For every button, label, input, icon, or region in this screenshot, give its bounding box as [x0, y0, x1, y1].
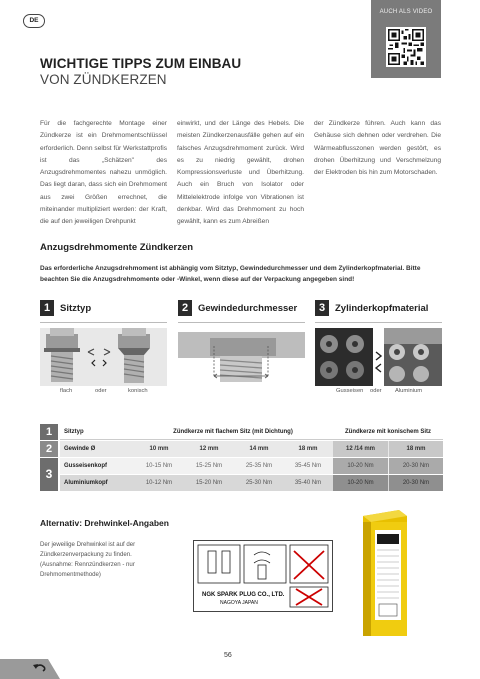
video-caption: AUCH ALS VIDEO: [379, 9, 433, 15]
intro-column-3: der Zündkerze führen. Auch kann das Gehäuse sich dehnen oder verdrehen. Die Wärmeabflusszonen werden gestört, es drohen Überhitzung und Verschmelzung der Elektroden bis hin zum Motorschaden.: [314, 120, 441, 177]
table-row-gusseisen: [60, 458, 443, 474]
section-heading: Anzugsdrehmomente Zündkerzen: [40, 242, 194, 253]
table-side-number-2: 2: [40, 441, 58, 457]
qr-code-icon[interactable]: [386, 27, 426, 67]
packaging-box-image: [357, 510, 413, 636]
factor-label-zylinderkopf: Zylinderkopfmaterial: [335, 303, 429, 314]
divider: [178, 322, 305, 323]
table-cell: 14 mm: [249, 446, 269, 452]
table-cell: 10-12 Nm: [145, 480, 173, 486]
language-badge: DE: [23, 14, 45, 28]
box-city: NAGOYA JAPAN: [220, 600, 258, 606]
label-oder-2: oder: [370, 388, 382, 394]
table-row-label: Gewinde Ø: [64, 446, 96, 452]
alt-heading: Alternativ: Drehwinkel-Angaben: [40, 518, 169, 528]
factor-number-2: 2: [178, 300, 192, 316]
table-row-label: Gusseisenkopf: [64, 463, 108, 469]
table-cell: 35-40 Nm: [294, 480, 322, 486]
page-subtitle: VON ZÜNDKERZEN: [40, 72, 167, 87]
alt-line: Der jeweilige Drehwinkel ist auf der: [40, 541, 136, 548]
table-row-aluminium: [60, 475, 443, 491]
cast-iron-head-icon: [315, 328, 373, 386]
table-cell: 18 mm: [389, 441, 443, 457]
factor-number-1: 1: [40, 300, 54, 316]
alt-line: Drehmomentmethode): [40, 571, 101, 578]
label-flach: flach: [60, 388, 73, 394]
page-title: WICHTIGE TIPPS ZUM EINBAU: [40, 56, 242, 71]
alt-line: (Ausnahme: Rennzündkerzen - nur: [40, 561, 135, 568]
flat-seat-plug-icon: [44, 328, 80, 382]
table-cell: 15-20 Nm: [195, 480, 223, 486]
box-company: NGK SPARK PLUG CO., LTD.: [202, 592, 285, 598]
table-row-label: Aluminiumkopf: [64, 480, 108, 486]
divider: [315, 322, 442, 323]
alt-description: [40, 540, 160, 580]
intro-column-2: einwirkt, und der Länge des Hebels. Die meisten Zündkerzenausfälle gehen auf ein falsches Anzugsdrehmoment zurück. Wird es zu niedrig gewählt, drohen Kompressionsverluste und Überhitzung. Auch ein Bruch von Isolator oder Mittelelektrode infolge von Vibrationen ist denkbar. Wird das Drehmoment zu hoch gewählt, kann es zum Abreißen: [177, 120, 304, 226]
table-cell: 25-35 Nm: [245, 463, 273, 469]
table-side-number-1: 1: [40, 424, 58, 440]
flat-seat-header: Zündkerze mit flachem Sitz (mit Dichtung): [173, 429, 293, 435]
table-side-number-3: 3: [40, 458, 58, 491]
table-row-label: Sitztyp: [64, 429, 84, 435]
seat-type-image: [40, 328, 167, 386]
table-cell: 35-45 Nm: [294, 463, 322, 469]
table-cell: 25-30 Nm: [245, 480, 273, 486]
cylinder-head-image: [315, 328, 442, 386]
table-cell: 15-25 Nm: [195, 463, 223, 469]
table-cell: 20-30 Nm: [389, 475, 443, 491]
table-cell: 20-30 Nm: [389, 458, 443, 474]
table-cell: 10 mm: [149, 446, 169, 452]
table-cell: 10-20 Nm: [333, 475, 388, 491]
label-gusseisen: Gusseisen: [336, 388, 364, 394]
section-description: Das erforderliche Anzugsdrehmoment ist abhängig vom Sitztyp, Gewindedurchmesser und dem Zylinderkopfmaterial. Bitte beachten Sie die Anzugsdrehmomente oder -Winkel, wenn diese auf der Verpackung angegeben sind!: [40, 265, 421, 283]
intro-column-1: Für die fachgerechte Montage einer Zündkerze ist ein Drehmomentschlüssel erforderlich. Denn selbst für Werkstattprofis ist das „Schätzen" des Anzugsdrehmomentes nahezu unmöglich. Das liegt daran, dass sich ein Drehmoment aus zwei Größen errechnet, die miteinander multipliziert werden: der Kraft, die auf den jeweiligen Drehpunkt: [40, 120, 167, 226]
table-cell: 10-20 Nm: [333, 458, 388, 474]
table-row-sitztyp: [60, 424, 443, 440]
divider: [40, 322, 167, 323]
factor-label-sitztyp: Sitztyp: [60, 303, 92, 314]
video-qr-box[interactable]: [371, 0, 441, 78]
factor-number-3: 3: [315, 300, 329, 316]
packaging-instruction-image: [193, 540, 333, 612]
table-cell: 12 /14 mm: [333, 441, 388, 457]
table-cell: 18 mm: [298, 446, 318, 452]
label-oder: oder: [95, 388, 107, 394]
label-aluminium: Aluminium: [395, 388, 423, 394]
table-cell: 12 mm: [199, 446, 219, 452]
factor-label-gewinde: Gewindedurchmesser: [198, 303, 298, 314]
conical-seat-plug-icon: [118, 328, 150, 383]
page-number: 56: [224, 652, 232, 659]
conic-seat-header: Zündkerze mit konischem Sitz: [344, 429, 432, 435]
aluminium-head-icon: [384, 328, 442, 386]
label-konisch: konisch: [128, 388, 148, 394]
table-row-gewinde: [60, 441, 443, 457]
alt-line: Zündkerzenverpackung zu finden.: [40, 551, 132, 558]
footer-bar: [0, 655, 60, 679]
table-cell: 10-15 Nm: [145, 463, 173, 469]
thread-diameter-image: [178, 328, 305, 386]
